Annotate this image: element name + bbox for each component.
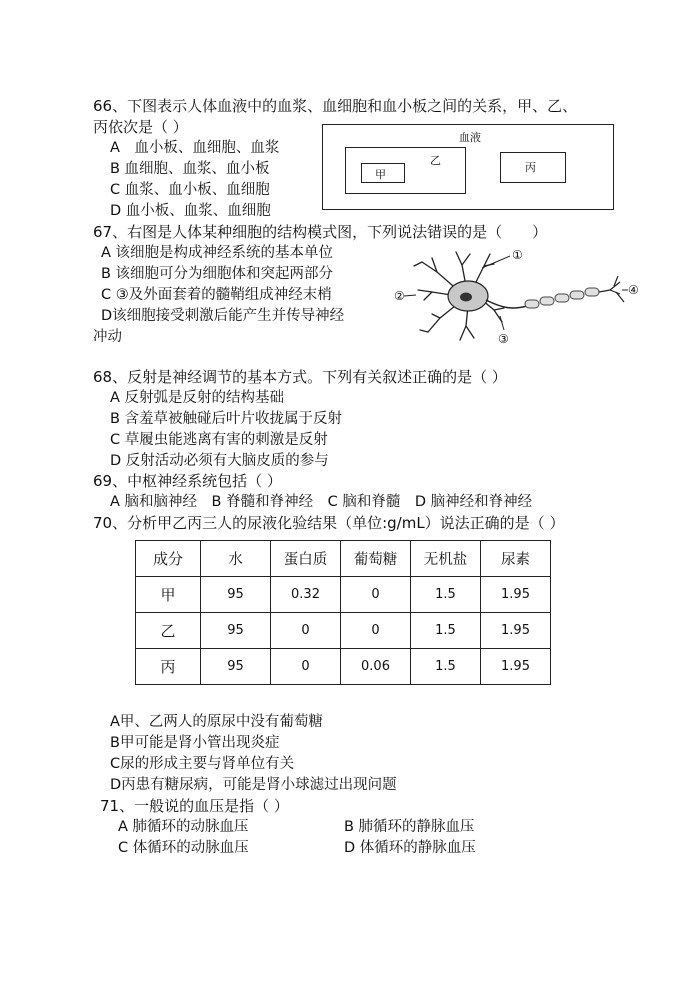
diagram-box-bing xyxy=(500,152,566,183)
q71-stem: 71、一般说的血压是指（ ） xyxy=(100,797,289,815)
q67-option-c: C ③及外面套着的髓鞘组成神经末梢 xyxy=(101,287,332,303)
q68-option-d: D 反射活动必须有大脑皮质的参与 xyxy=(110,453,329,469)
q67-stem: 67、右图是人体某种细胞的结构模式图，下列说法错误的是（ ） xyxy=(93,223,548,241)
myelin-sheath xyxy=(525,288,599,308)
table-row xyxy=(136,577,551,613)
nucleus xyxy=(460,293,472,302)
table-cell: 0 xyxy=(271,613,341,649)
table-cell: 甲 xyxy=(136,577,201,613)
jia-label: 甲 xyxy=(375,168,386,181)
table-cell: 95 xyxy=(201,649,271,685)
diagram-box-yi xyxy=(345,147,466,194)
q70-option-c: C尿的形成主要与肾单位有关 xyxy=(110,756,295,772)
q68-option-c: C 草履虫能逃离有害的刺激是反射 xyxy=(110,432,328,448)
axon-terminals xyxy=(599,276,624,302)
table-header-cell: 无机盐 xyxy=(411,541,481,577)
q69-stem: 69、中枢神经系统包括（ ） xyxy=(93,472,282,490)
diagram-box-jia xyxy=(361,163,405,183)
q67-option-a: A 该细胞是构成神经系统的基本单位 xyxy=(101,245,334,261)
table-cell: 1.95 xyxy=(481,649,551,685)
table-cell: 乙 xyxy=(136,613,201,649)
table-header-cell: 水 xyxy=(201,541,271,577)
bing-label: 丙 xyxy=(525,161,536,174)
q71-option-d: D 体循环的静脉血压 xyxy=(344,840,476,856)
q69-options: A 脑和脑神经 B 脊髓和脊神经 C 脑和脊髓 D 脑神经和脊神经 xyxy=(110,494,533,510)
yi-label: 乙 xyxy=(430,154,441,167)
table-header-row xyxy=(136,541,551,577)
q71-option-a: A 肺循环的动脉血压 xyxy=(118,819,249,835)
q68-option-a: A 反射弧是反射的结构基础 xyxy=(110,390,285,406)
table-cell: 1.95 xyxy=(481,613,551,649)
q66-stem-line1: 66、下图表示人体血液中的血浆、血细胞和血小板之间的关系，甲、乙、 xyxy=(93,97,578,115)
label-2: ② xyxy=(394,289,405,303)
q66-option-c: C 血浆、血小板、血细胞 xyxy=(110,182,270,198)
q66-option-a: A 血小板、血细胞、血浆 xyxy=(110,140,280,156)
q68-option-b: B 含羞草被触碰后叶片收拢属于反射 xyxy=(110,411,343,427)
q70-option-a: A甲、乙两人的原尿中没有葡萄糖 xyxy=(110,714,323,730)
label-1: ① xyxy=(512,248,523,262)
label-4: ④ xyxy=(628,283,639,297)
q67-option-d-cont: 冲动 xyxy=(93,329,122,345)
table-cell: 1.5 xyxy=(411,577,481,613)
table-cell: 丙 xyxy=(136,649,201,685)
table-cell: 95 xyxy=(201,613,271,649)
table-header-cell: 蛋白质 xyxy=(271,541,341,577)
table-cell: 0 xyxy=(341,577,411,613)
label-3: ③ xyxy=(498,332,509,346)
axon-segment xyxy=(486,300,527,308)
table-row xyxy=(136,613,551,649)
q70-option-b: B甲可能是肾小管出现炎症 xyxy=(110,735,280,751)
q66-option-d: D 血小板、血浆、血细胞 xyxy=(110,203,271,219)
table-header-cell: 葡萄糖 xyxy=(341,541,411,577)
table-header-cell: 成分 xyxy=(136,541,201,577)
table-cell: 1.5 xyxy=(411,649,481,685)
neuron-figure xyxy=(392,240,652,350)
q71-option-c: C 体循环的动脉血压 xyxy=(118,840,249,856)
blood-label: 血液 xyxy=(459,131,481,144)
table-cell: 95 xyxy=(201,577,271,613)
q71-option-b: B 肺循环的静脉血压 xyxy=(344,819,475,835)
q66-stem-line2: 丙依次是（ ） xyxy=(93,118,188,136)
table-cell: 0.32 xyxy=(271,577,341,613)
q70-stem: 70、分析甲乙丙三人的尿液化验结果（单位:g/mL）说法正确的是（ ） xyxy=(93,514,565,532)
urine-table xyxy=(135,540,551,685)
table-cell: 0.06 xyxy=(341,649,411,685)
q68-stem: 68、反射是神经调节的基本方式。下列有关叙述正确的是（ ） xyxy=(93,368,507,386)
q70-option-d: D丙患有糖尿病，可能是肾小球滤过出现问题 xyxy=(110,777,397,793)
table-cell: 0 xyxy=(271,649,341,685)
q67-option-b: B 该细胞可分为细胞体和突起两部分 xyxy=(101,266,334,282)
q66-option-b: B 血细胞、血浆、血小板 xyxy=(110,161,270,177)
table-cell: 1.95 xyxy=(481,577,551,613)
table-row xyxy=(136,649,551,685)
table-cell: 1.5 xyxy=(411,613,481,649)
q67-option-d: D该细胞接受刺激后能产生并传导神经 xyxy=(101,308,345,324)
blood-diagram xyxy=(322,124,614,210)
table-cell: 0 xyxy=(341,613,411,649)
table-header-cell: 尿素 xyxy=(481,541,551,577)
